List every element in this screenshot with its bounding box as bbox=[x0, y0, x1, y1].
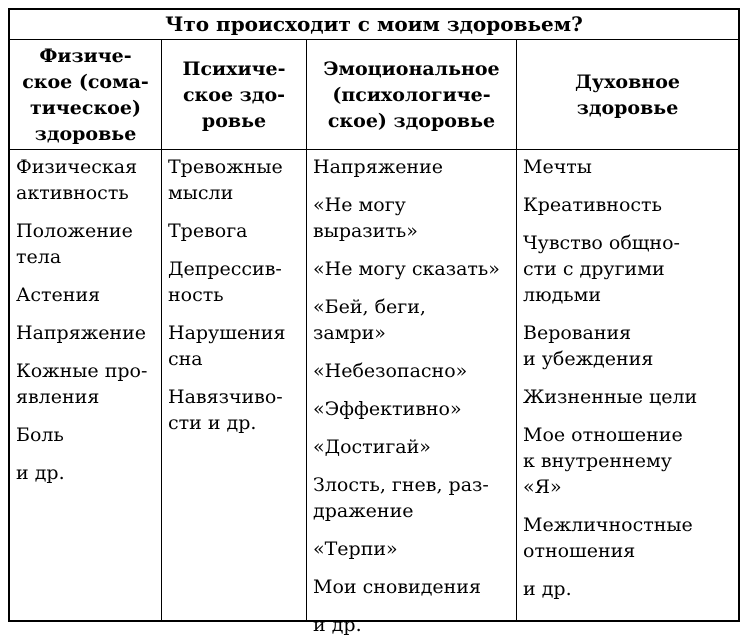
list-item: Напряжение bbox=[313, 156, 444, 178]
header-spiritual-health: Духовное здоровье bbox=[575, 70, 680, 119]
list-item: Астения bbox=[16, 284, 101, 306]
health-table bbox=[8, 8, 740, 636]
list-item: Мечты bbox=[523, 156, 592, 178]
list-item: Напряжение bbox=[16, 322, 147, 344]
header-row bbox=[10, 40, 738, 150]
list-item: и др. bbox=[313, 614, 362, 636]
list-item: «Терпи» bbox=[313, 538, 398, 560]
list-item: «Не могу сказать» bbox=[313, 258, 500, 280]
list-item: «Бей, беги, замри» bbox=[313, 296, 426, 344]
list-item: Жизненные цели bbox=[523, 386, 698, 408]
column-spiritual-health bbox=[517, 150, 738, 620]
list-item: Верования и убеждения bbox=[523, 322, 654, 370]
list-item: Мои сновидения bbox=[313, 576, 481, 598]
list-item: Нарушения сна bbox=[168, 322, 286, 370]
list-item: Межличностные отношения bbox=[523, 514, 693, 562]
list-item: Депрессив- ность bbox=[168, 258, 282, 306]
column-mental-health bbox=[162, 150, 307, 620]
list-item: «Эффективно» bbox=[313, 398, 462, 420]
header-emotional-health: Эмоциональное (психологиче- ское) здоровье bbox=[307, 40, 517, 149]
list-item: Мое отношение к внутреннему «Я» bbox=[523, 424, 683, 498]
list-item: Чувство общно- сти с другими людьми bbox=[523, 232, 680, 306]
list-item: Злость, гнев, раз- дражение bbox=[313, 474, 489, 522]
header-physical-health: Физиче- ское (сома- тическое) здоровье bbox=[10, 40, 162, 149]
column-emotional-health bbox=[307, 150, 517, 636]
list-item: Кожные про- явления bbox=[16, 360, 148, 408]
table-title: Что происходит с моим здоровьем? bbox=[10, 10, 738, 40]
list-item: Навязчиво- сти и др. bbox=[168, 386, 283, 434]
list-item: Боль bbox=[16, 424, 64, 446]
list-item: «Небезопасно» bbox=[313, 360, 468, 382]
list-item: и др. bbox=[16, 462, 65, 484]
header-mental-health: Психиче- ское здо- ровье bbox=[162, 40, 307, 149]
list-item: Тревога bbox=[168, 220, 248, 242]
body-row bbox=[10, 150, 738, 636]
list-item: Креативность bbox=[523, 194, 662, 216]
list-item: «Достигай» bbox=[313, 436, 431, 458]
list-item: «Не могу выразить» bbox=[313, 194, 418, 242]
list-item: Тревожные мысли bbox=[168, 156, 283, 204]
list-item: Положение тела bbox=[16, 220, 133, 268]
list-item: и др. bbox=[523, 578, 572, 600]
list-item: Физическая активность bbox=[16, 156, 138, 204]
column-physical-health bbox=[10, 150, 162, 620]
